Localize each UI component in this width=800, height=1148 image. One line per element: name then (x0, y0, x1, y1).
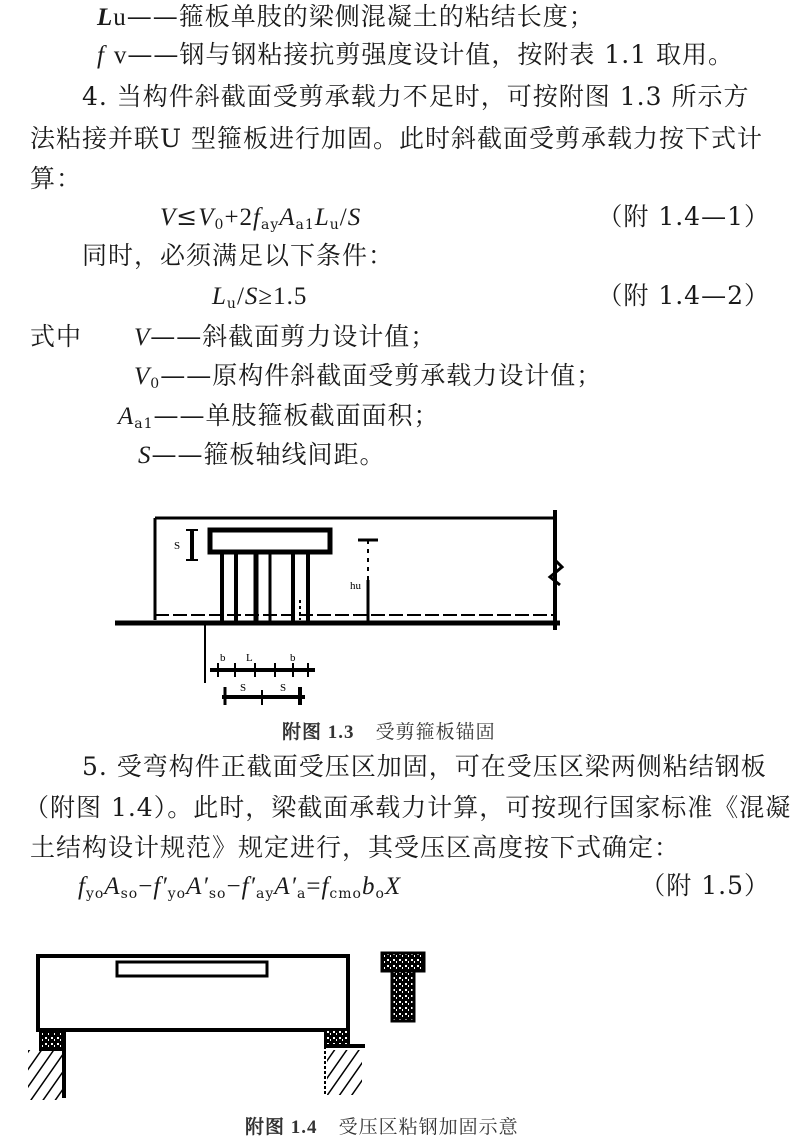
definition-text: 箍板单肢的梁侧混凝土的粘结长度； (178, 2, 595, 31)
eq-minus: − (138, 873, 154, 900)
svg-text:b: b (220, 652, 226, 664)
definition-text: ——箍板轴线间距。 (151, 440, 386, 469)
svg-text:S: S (174, 540, 181, 552)
eq-plus: +2 (224, 204, 254, 231)
eq-equals: = (306, 873, 322, 900)
equation-number-1-5: （附 1.5） (640, 871, 770, 900)
eq-L: L (212, 283, 227, 310)
eq-f: f (253, 204, 261, 231)
condition-intro: 同时，必须满足以下条件： (82, 241, 395, 270)
symbol: V (134, 324, 151, 351)
svg-text:L: L (246, 652, 253, 664)
symbol: S (138, 442, 152, 469)
eq-S: S (347, 204, 362, 231)
eq-minus: − (226, 873, 242, 900)
eq-sub: cmo (329, 886, 362, 902)
definition-lu (97, 0, 595, 35)
para5-line1: 5. 受弯构件正截面受压区加固，可在受压区梁两侧粘结钢板 (82, 752, 767, 781)
equation-number-1-4-1: （附 1.4—1） (597, 202, 770, 231)
para4-line2: 法粘接并联U 型箍板进行加固。此时斜截面受剪承载力按下式计 (30, 124, 764, 153)
definition-Aa1 (118, 399, 440, 434)
svg-text:S: S (280, 682, 287, 694)
eq-term: A′ (274, 873, 297, 900)
eq-term: A′ (186, 873, 209, 900)
para5-line2: （附图 1.4）。此时，梁截面承载力计算，可按现行国家标准《混凝 (24, 793, 792, 822)
symbol-f: f (97, 42, 105, 69)
eq-sub: so (120, 886, 139, 902)
figure-1-3-diagram (110, 505, 570, 705)
eq-sub: so (208, 886, 227, 902)
eq-V0: V (198, 204, 215, 231)
eq-slash: / (236, 283, 245, 310)
svg-text:b: b (290, 652, 296, 664)
definition-text: ——单肢箍板截面面积； (153, 401, 440, 430)
eq-geq: ≥1.5 (258, 283, 308, 310)
figure-title: 受压区粘钢加固示意 (338, 1116, 519, 1138)
figure-title: 受剪箍板锚固 (375, 721, 496, 743)
eq-slash: / (339, 204, 348, 231)
svg-text:hu: hu (350, 580, 361, 592)
para4-line1: 4. 当构件斜截面受剪承载力不足时，可按附图 1.3 所示方 (82, 82, 750, 111)
eq-sub: o (375, 886, 385, 902)
eq-term: X (384, 873, 402, 900)
eq-term: A (104, 873, 121, 900)
eq-A-sub: a1 (295, 217, 315, 233)
para4-line3: 算： (30, 164, 83, 193)
figure-number: 附图 1.4 (245, 1117, 318, 1138)
symbol: A (118, 403, 135, 430)
symbol-v: v (113, 42, 128, 69)
eq-V: V (160, 204, 177, 231)
eq-L-sub: u (329, 217, 340, 233)
eq-L: L (314, 204, 330, 231)
eq-sub: a (297, 886, 307, 902)
symbol-L: L (97, 4, 114, 31)
eq-S: S (244, 283, 259, 310)
dash: —— (126, 2, 179, 31)
dash: —— (127, 40, 180, 69)
symbol-sub: 0 (150, 376, 161, 392)
figure-1-3-caption (282, 719, 496, 746)
eq-sub: yo (85, 886, 105, 902)
figure-1-4-caption (245, 1114, 519, 1141)
eq-L-sub: u (226, 296, 237, 312)
definition-V (134, 320, 436, 355)
where-label: 式中 (30, 322, 83, 351)
eq-sub: ay (255, 886, 275, 902)
eq-term: f (78, 873, 86, 900)
equation-1-5 (78, 869, 401, 904)
eq-V0-sub: 0 (214, 217, 225, 233)
equation-1-4-1 (160, 200, 361, 235)
eq-sub: yo (167, 886, 187, 902)
symbol-sub: a1 (134, 416, 154, 432)
eq-term: f′ (153, 873, 168, 900)
symbol: V (134, 363, 151, 390)
eq-term: f′ (241, 873, 256, 900)
eq-term: f (321, 873, 330, 900)
eq-leq: ≤ (176, 202, 199, 231)
svg-text:S: S (240, 682, 247, 694)
definition-S (138, 438, 386, 473)
eq-f-sub: ay (261, 217, 280, 233)
definition-text: 钢与钢粘接抗剪强度设计值，按附表 1.1 取用。 (179, 40, 735, 69)
figure-number: 附图 1.3 (282, 722, 355, 743)
definition-fv (97, 38, 734, 73)
equation-number-1-4-2: （附 1.4—2） (597, 281, 770, 310)
definition-V0 (134, 359, 602, 394)
symbol-u: u (113, 4, 127, 31)
definition-text: ——原构件斜截面受剪承载力设计值； (160, 361, 603, 390)
para5-line3: 土结构设计规范》规定进行，其受压区高度按下式确定： (30, 833, 681, 862)
eq-term: b (361, 873, 376, 900)
figure-1-4-diagram (20, 940, 700, 1120)
equation-1-4-2 (212, 279, 307, 314)
eq-A: A (279, 204, 296, 231)
definition-text: ——斜截面剪力设计值； (150, 322, 437, 351)
